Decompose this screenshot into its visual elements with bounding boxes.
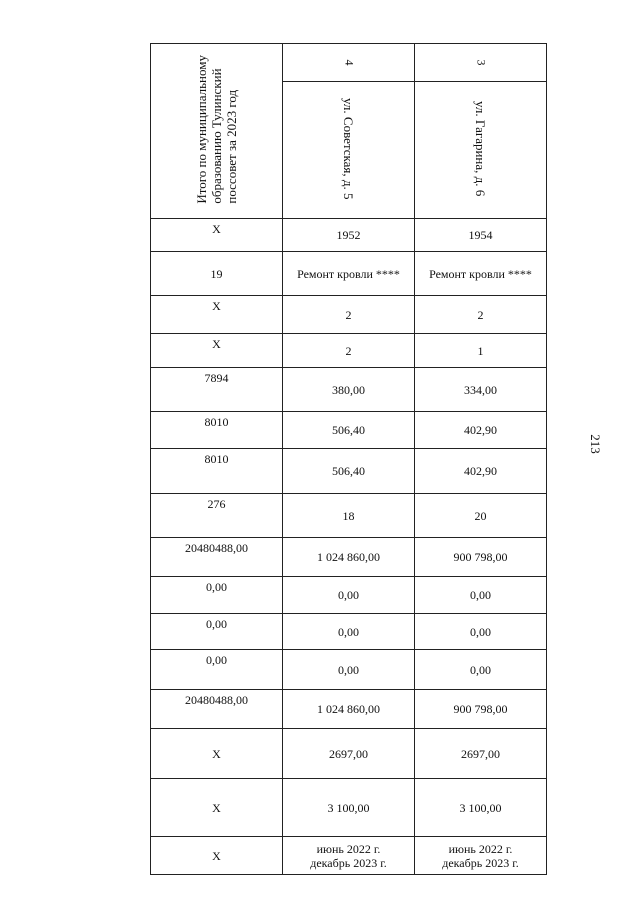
total-header-cell	[151, 44, 283, 219]
table-row	[151, 449, 547, 494]
table-row	[151, 219, 547, 252]
total-cell: 276	[151, 494, 283, 538]
table-row	[151, 538, 547, 577]
table-row	[151, 650, 547, 690]
table-row	[151, 729, 547, 779]
address-header-cell	[283, 82, 415, 219]
value-cell: 1952	[283, 219, 415, 252]
table-row	[151, 690, 547, 729]
total-cell: Х	[151, 296, 283, 334]
total-cell: Х	[151, 334, 283, 368]
value-cell: июнь 2022 г. декабрь 2023 г.	[283, 837, 415, 875]
value-cell: 3 100,00	[415, 779, 547, 837]
value-cell: 0,00	[283, 577, 415, 614]
table-row	[151, 368, 547, 412]
address-label: ул. Гагарина, д. 6	[473, 100, 488, 197]
value-cell: 900 798,00	[415, 690, 547, 729]
column-number: 4	[342, 59, 356, 66]
table-row	[151, 577, 547, 614]
total-header-label: Итого по муниципальному образованию Тулинский поссовет за 2023 год	[194, 55, 239, 204]
table-row	[151, 614, 547, 650]
value-cell: 402,90	[415, 449, 547, 494]
column-number-cell	[283, 44, 415, 82]
total-cell: 0,00	[151, 577, 283, 614]
data-table	[150, 43, 547, 875]
value-cell: 0,00	[415, 650, 547, 690]
column-number-cell	[415, 44, 547, 82]
address-header-cell	[415, 82, 547, 219]
value-cell: 18	[283, 494, 415, 538]
total-cell: 0,00	[151, 650, 283, 690]
total-cell: 20480488,00	[151, 538, 283, 577]
total-cell: 8010	[151, 412, 283, 449]
value-cell: 2	[415, 296, 547, 334]
page-number: 213	[587, 434, 603, 454]
value-cell: 1954	[415, 219, 547, 252]
value-cell: июнь 2022 г. декабрь 2023 г.	[415, 837, 547, 875]
total-cell: Х	[151, 837, 283, 875]
table-row	[151, 334, 547, 368]
total-cell: 19	[151, 252, 283, 296]
value-cell: Ремонт кровли ****	[283, 252, 415, 296]
value-cell: 2697,00	[283, 729, 415, 779]
table-row	[151, 837, 547, 875]
table-row	[151, 296, 547, 334]
table-row	[151, 412, 547, 449]
table-row	[151, 494, 547, 538]
value-cell: 1	[415, 334, 547, 368]
total-cell: Х	[151, 729, 283, 779]
total-cell: 0,00	[151, 614, 283, 650]
value-cell: Ремонт кровли ****	[415, 252, 547, 296]
value-cell: 334,00	[415, 368, 547, 412]
total-cell: Х	[151, 219, 283, 252]
total-cell: 8010	[151, 449, 283, 494]
total-cell: 20480488,00	[151, 690, 283, 729]
value-cell: 2	[283, 334, 415, 368]
value-cell: 380,00	[283, 368, 415, 412]
total-cell: Х	[151, 779, 283, 837]
value-cell: 3 100,00	[283, 779, 415, 837]
value-cell: 0,00	[283, 614, 415, 650]
value-cell: 1 024 860,00	[283, 538, 415, 577]
value-cell: 402,90	[415, 412, 547, 449]
value-cell: 506,40	[283, 449, 415, 494]
table-row	[151, 779, 547, 837]
value-cell: 0,00	[283, 650, 415, 690]
value-cell: 0,00	[415, 614, 547, 650]
address-label: ул. Советская, д. 5	[341, 97, 356, 200]
value-cell: 900 798,00	[415, 538, 547, 577]
value-cell: 2697,00	[415, 729, 547, 779]
total-cell: 7894	[151, 368, 283, 412]
column-number: 3	[474, 59, 488, 66]
table-row	[151, 252, 547, 296]
value-cell: 0,00	[415, 577, 547, 614]
value-cell: 1 024 860,00	[283, 690, 415, 729]
value-cell: 2	[283, 296, 415, 334]
value-cell: 20	[415, 494, 547, 538]
value-cell: 506,40	[283, 412, 415, 449]
